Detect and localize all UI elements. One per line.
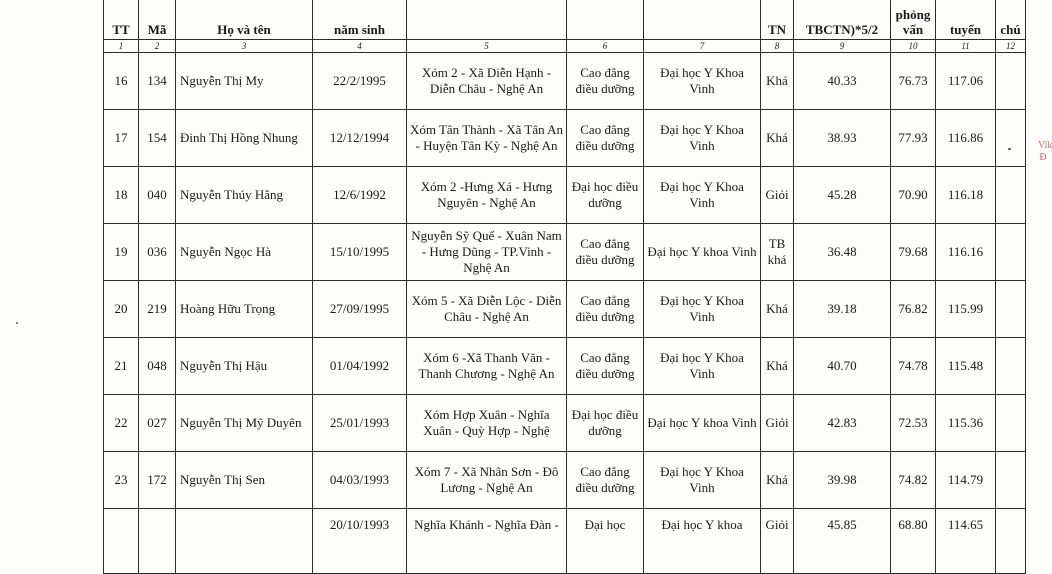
total-score-cell: 114.79 bbox=[936, 452, 996, 509]
total-score-cell: 116.86 bbox=[936, 110, 996, 167]
applicant-code-cell: 219 bbox=[139, 281, 176, 338]
graduation-rank-cell: Giỏi bbox=[761, 509, 794, 574]
column-index: 9 bbox=[794, 40, 891, 53]
applicant-code-cell: 027 bbox=[139, 395, 176, 452]
row-number-cell: 22 bbox=[104, 395, 139, 452]
column-index: 1 bbox=[104, 40, 139, 53]
address-cell: Xóm 2 -Hưng Xá - Hưng Nguyên - Nghệ An bbox=[407, 167, 567, 224]
note-cell bbox=[996, 110, 1026, 167]
note-cell bbox=[996, 224, 1026, 281]
column-index: 6 bbox=[567, 40, 644, 53]
header-total: tuyển bbox=[936, 0, 996, 40]
total-score-cell: 114.65 bbox=[936, 509, 996, 574]
row-number-cell: 21 bbox=[104, 338, 139, 395]
table-row bbox=[104, 224, 1026, 281]
graduation-score-cell: 40.33 bbox=[794, 53, 891, 110]
header-dob: năm sinh bbox=[313, 0, 407, 40]
training-level-cell: Cao đẳng điều dưỡng bbox=[567, 110, 644, 167]
applicant-code-cell: 040 bbox=[139, 167, 176, 224]
school-cell: Đại học Y Khoa Vinh bbox=[644, 53, 761, 110]
note-cell bbox=[996, 53, 1026, 110]
header-note: chú bbox=[996, 0, 1026, 40]
graduation-rank-cell: Khá bbox=[761, 53, 794, 110]
training-level-cell: Đại học điều dưỡng bbox=[567, 167, 644, 224]
applicant-name-cell bbox=[176, 509, 313, 574]
note-cell bbox=[996, 395, 1026, 452]
applicant-code-cell bbox=[139, 509, 176, 574]
school-cell: Đại học Y Khoa Vinh bbox=[644, 167, 761, 224]
graduation-score-cell: 39.98 bbox=[794, 452, 891, 509]
graduation-score-cell: 45.28 bbox=[794, 167, 891, 224]
applicant-name-cell: Đinh Thị Hồng Nhung bbox=[176, 110, 313, 167]
header-level bbox=[567, 0, 644, 40]
birth-date-cell: 01/04/1992 bbox=[313, 338, 407, 395]
column-index: 7 bbox=[644, 40, 761, 53]
table-row bbox=[104, 281, 1026, 338]
column-index-row bbox=[104, 40, 1026, 53]
scan-speck bbox=[16, 322, 18, 324]
birth-date-cell: 12/6/1992 bbox=[313, 167, 407, 224]
interview-score-cell: 76.73 bbox=[891, 53, 936, 110]
graduation-score-cell: 39.18 bbox=[794, 281, 891, 338]
applicant-code-cell: 134 bbox=[139, 53, 176, 110]
row-number-cell: 16 bbox=[104, 53, 139, 110]
column-index: 2 bbox=[139, 40, 176, 53]
graduation-rank-cell: Giỏi bbox=[761, 167, 794, 224]
birth-date-cell: 04/03/1993 bbox=[313, 452, 407, 509]
header-school bbox=[644, 0, 761, 40]
school-cell: Đại học Y Khoa Vinh bbox=[644, 281, 761, 338]
column-index: 8 bbox=[761, 40, 794, 53]
applicant-code-cell: 172 bbox=[139, 452, 176, 509]
column-index: 10 bbox=[891, 40, 936, 53]
applicant-name-cell: Nguyễn Thị Sen bbox=[176, 452, 313, 509]
training-level-cell: Cao đẳng điều dưỡng bbox=[567, 452, 644, 509]
total-score-cell: 116.16 bbox=[936, 224, 996, 281]
column-index: 12 bbox=[996, 40, 1026, 53]
scan-speck bbox=[1008, 148, 1011, 150]
total-score-cell: 115.36 bbox=[936, 395, 996, 452]
row-number-cell: 17 bbox=[104, 110, 139, 167]
row-number-cell: 20 bbox=[104, 281, 139, 338]
header-code: Mã bbox=[139, 0, 176, 40]
table-row bbox=[104, 395, 1026, 452]
address-cell: Xóm 5 - Xã Diễn Lộc - Diễn Châu - Nghệ An bbox=[407, 281, 567, 338]
address-cell: Xóm 7 - Xã Nhân Sơn - Đô Lương - Nghệ An bbox=[407, 452, 567, 509]
birth-date-cell: 27/09/1995 bbox=[313, 281, 407, 338]
graduation-rank-cell: TB khá bbox=[761, 224, 794, 281]
address-cell: Xóm Tân Thành - Xã Tân An - Huyện Tân Kỳ - Nghệ An bbox=[407, 110, 567, 167]
applicant-name-cell: Hoàng Hữu Trọng bbox=[176, 281, 313, 338]
training-level-cell: Cao đẳng điều dưỡng bbox=[567, 338, 644, 395]
column-index: 5 bbox=[407, 40, 567, 53]
graduation-score-cell: 45.85 bbox=[794, 509, 891, 574]
graduation-score-cell: 38.93 bbox=[794, 110, 891, 167]
training-level-cell: Đại học bbox=[567, 509, 644, 574]
school-cell: Đại học Y khoa Vinh bbox=[644, 224, 761, 281]
training-level-cell: Cao đẳng điều dưỡng bbox=[567, 281, 644, 338]
school-cell: Đại học Y khoa bbox=[644, 509, 761, 574]
table-row bbox=[104, 53, 1026, 110]
note-cell bbox=[996, 338, 1026, 395]
row-number-cell bbox=[104, 509, 139, 574]
address-cell: Nguyễn Sỹ Quế - Xuân Nam - Hưng Dũng - TP.Vinh - Nghệ An bbox=[407, 224, 567, 281]
row-number-cell: 23 bbox=[104, 452, 139, 509]
table-row bbox=[104, 452, 1026, 509]
row-number-cell: 19 bbox=[104, 224, 139, 281]
header-address bbox=[407, 0, 567, 40]
header-name: Họ và tên bbox=[176, 0, 313, 40]
graduation-rank-cell: Khá bbox=[761, 281, 794, 338]
header-row bbox=[104, 0, 1026, 40]
address-cell: Xóm 6 -Xã Thanh Văn - Thanh Chương - Nghệ An bbox=[407, 338, 567, 395]
interview-score-cell: 68.80 bbox=[891, 509, 936, 574]
applicant-code-cell: 048 bbox=[139, 338, 176, 395]
interview-score-cell: 74.82 bbox=[891, 452, 936, 509]
applicant-code-cell: 154 bbox=[139, 110, 176, 167]
training-level-cell: Cao đẳng điều dưỡng bbox=[567, 53, 644, 110]
header-score-graduation: TBCTN)*5/2 bbox=[794, 0, 891, 40]
total-score-cell: 117.06 bbox=[936, 53, 996, 110]
school-cell: Đại học Y Khoa Vinh bbox=[644, 452, 761, 509]
address-cell: Xóm Hợp Xuân - Nghĩa Xuân - Quỳ Hợp - Nghệ bbox=[407, 395, 567, 452]
note-cell bbox=[996, 167, 1026, 224]
birth-date-cell: 25/01/1993 bbox=[313, 395, 407, 452]
interview-score-cell: 70.90 bbox=[891, 167, 936, 224]
applicant-name-cell: Nguyễn Thị My bbox=[176, 53, 313, 110]
address-cell: Nghĩa Khánh - Nghĩa Đàn - bbox=[407, 509, 567, 574]
graduation-rank-cell: Khá bbox=[761, 452, 794, 509]
column-index: 4 bbox=[313, 40, 407, 53]
header-rank: TN bbox=[761, 0, 794, 40]
applicant-results-table bbox=[103, 0, 1026, 574]
header-score-interview: phỏng vấn bbox=[891, 0, 936, 40]
graduation-rank-cell: Khá bbox=[761, 110, 794, 167]
interview-score-cell: 79.68 bbox=[891, 224, 936, 281]
margin-stamp-mark: Vik Đ bbox=[1038, 140, 1052, 163]
graduation-rank-cell: Giỏi bbox=[761, 395, 794, 452]
note-cell bbox=[996, 452, 1026, 509]
school-cell: Đại học Y Khoa Vinh bbox=[644, 110, 761, 167]
school-cell: Đại học Y Khoa Vinh bbox=[644, 338, 761, 395]
birth-date-cell: 15/10/1995 bbox=[313, 224, 407, 281]
note-cell bbox=[996, 509, 1026, 574]
header-stt: TT bbox=[104, 0, 139, 40]
address-cell: Xóm 2 - Xã Diễn Hạnh - Diễn Châu - Nghệ An bbox=[407, 53, 567, 110]
note-cell bbox=[996, 281, 1026, 338]
training-level-cell: Cao đẳng điều dưỡng bbox=[567, 224, 644, 281]
table-row bbox=[104, 338, 1026, 395]
graduation-score-cell: 40.70 bbox=[794, 338, 891, 395]
graduation-rank-cell: Khá bbox=[761, 338, 794, 395]
school-cell: Đại học Y khoa Vinh bbox=[644, 395, 761, 452]
column-index: 3 bbox=[176, 40, 313, 53]
table-row bbox=[104, 110, 1026, 167]
interview-score-cell: 72.53 bbox=[891, 395, 936, 452]
total-score-cell: 115.48 bbox=[936, 338, 996, 395]
applicant-name-cell: Nguyễn Thị Hậu bbox=[176, 338, 313, 395]
row-number-cell: 18 bbox=[104, 167, 139, 224]
graduation-score-cell: 36.48 bbox=[794, 224, 891, 281]
applicant-name-cell: Nguyễn Ngọc Hà bbox=[176, 224, 313, 281]
training-level-cell: Đại học điều dưỡng bbox=[567, 395, 644, 452]
column-index: 11 bbox=[936, 40, 996, 53]
interview-score-cell: 76.82 bbox=[891, 281, 936, 338]
interview-score-cell: 77.93 bbox=[891, 110, 936, 167]
birth-date-cell: 20/10/1993 bbox=[313, 509, 407, 574]
graduation-score-cell: 42.83 bbox=[794, 395, 891, 452]
applicant-code-cell: 036 bbox=[139, 224, 176, 281]
interview-score-cell: 74.78 bbox=[891, 338, 936, 395]
table-row bbox=[104, 167, 1026, 224]
table-row bbox=[104, 509, 1026, 574]
total-score-cell: 115.99 bbox=[936, 281, 996, 338]
applicant-name-cell: Nguyễn Thúy Hằng bbox=[176, 167, 313, 224]
applicant-name-cell: Nguyễn Thị Mỹ Duyên bbox=[176, 395, 313, 452]
birth-date-cell: 22/2/1995 bbox=[313, 53, 407, 110]
total-score-cell: 116.18 bbox=[936, 167, 996, 224]
birth-date-cell: 12/12/1994 bbox=[313, 110, 407, 167]
